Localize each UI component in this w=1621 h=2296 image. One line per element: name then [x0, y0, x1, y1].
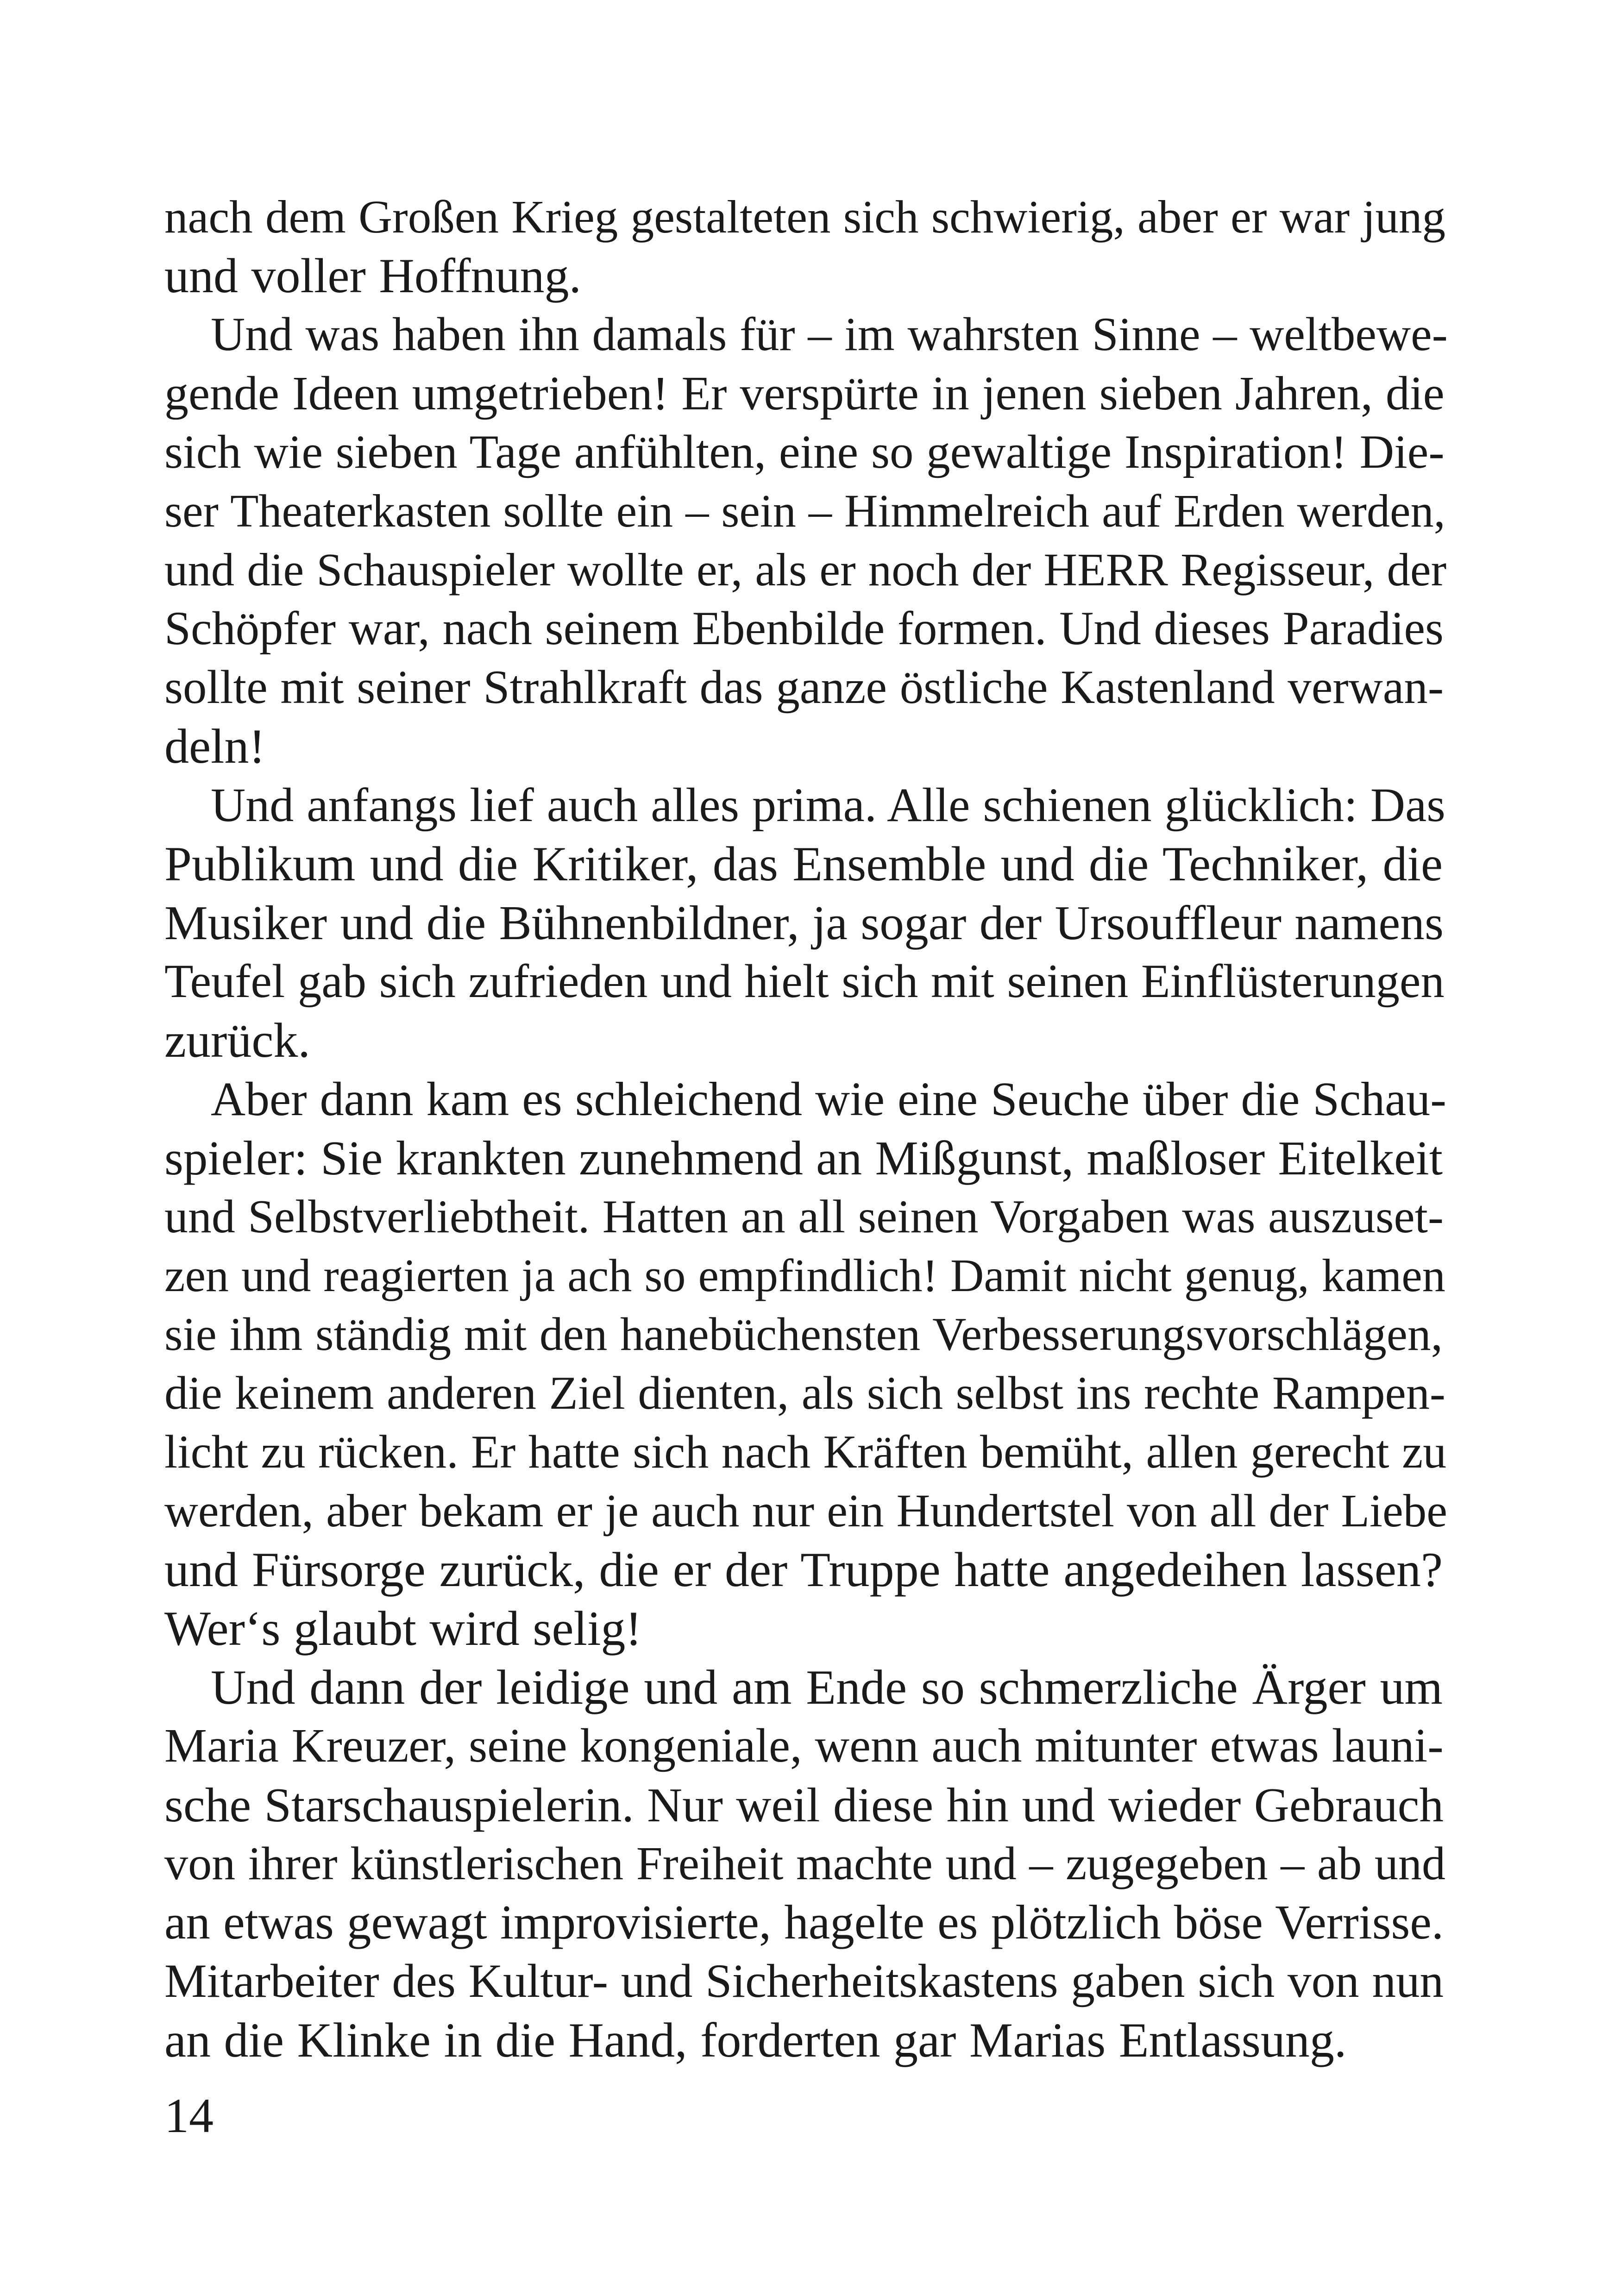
- text-line: und Selbstverliebtheit. Hatten an all seinen Vorgaben was auszuset-: [164, 1191, 1444, 1243]
- text-line: Und anfangs lief auch alles prima. Alle schienen glücklich: Das: [211, 778, 1445, 832]
- body-text: [164, 188, 1448, 2070]
- text-line: Maria Kreuzer, seine kongeniale, wenn auch mitunter etwas launi-: [164, 1719, 1444, 1772]
- text-line: Musiker und die Bühnenbildner, ja sogar der Ursouffleur namens: [164, 896, 1444, 950]
- text-line: zen und reagierten ja ach so empfindlich! Damit nicht genug, kamen: [164, 1250, 1445, 1301]
- text-line: gende Ideen umgetrieben! Er verspürte in jenen sieben Jahren, die: [164, 367, 1445, 420]
- text-line: Mitarbeiter des Kultur- und Sicherheitskastens gaben sich von nun: [164, 1955, 1444, 2007]
- text-line: sich wie sieben Tage anfühlten, eine so gewaltige Inspiration! Die-: [164, 426, 1445, 478]
- text-line: Aber dann kam es schleichend wie eine Seuche über die Schau-: [211, 1073, 1446, 1126]
- text-line: und die Schauspieler wollte er, als er noch der HERR Regisseur, der: [164, 544, 1447, 596]
- text-line: von ihrer künstlerischen Freiheit machte und – zugegeben – ab und: [164, 1838, 1446, 1890]
- text-line: licht zu rücken. Er hatte sich nach Kräften bemüht, allen gerecht zu: [164, 1426, 1447, 1478]
- text-line: sche Starschauspielerin. Nur weil diese hin und wieder Gebrauch: [164, 1778, 1444, 1832]
- text-line: Publikum und die Kritiker, das Ensemble und die Techniker, die: [164, 837, 1443, 891]
- text-line: und Fürsorge zurück, die er der Truppe hatte angedeihen lassen?: [164, 1543, 1443, 1597]
- text-line: Wer‘s glaubt wird selig!: [164, 1601, 642, 1656]
- text-line: sollte mit seiner Strahlkraft das ganze östliche Kastenland verwan-: [164, 661, 1444, 714]
- text-line: Und was haben ihn damals für – im wahrsten Sinne – weltbewe-: [211, 308, 1448, 361]
- page-number: 14: [164, 2089, 214, 2143]
- text-line: an die Klinke in die Hand, forderten gar Marias Entlassung.: [164, 2013, 1347, 2067]
- text-line: und voller Hoffnung.: [164, 249, 581, 303]
- text-line: sie ihm ständig mit den hanebüchensten Verbesserungsvorschlägen,: [164, 1308, 1443, 1360]
- text-line: deln!: [164, 719, 265, 773]
- text-line: die keinem anderen Ziel dienten, als sich selbst ins rechte Rampen-: [164, 1367, 1445, 1419]
- text-line: spieler: Sie krankten zunehmend an Mißgunst, maßloser Eitelkeit: [164, 1131, 1443, 1185]
- text-line: Und dann der leidige und am Ende so schmerzliche Ärger um: [211, 1660, 1443, 1714]
- text-line: ser Theaterkasten sollte ein – sein – Himmelreich auf Erden werden,: [164, 485, 1445, 537]
- text-line: nach dem Großen Krieg gestalteten sich schwierig, aber er war jung: [164, 191, 1446, 243]
- text-line: Teufel gab sich zufrieden und hielt sich mit seinen Einflüsterungen: [164, 955, 1445, 1008]
- text-line: zurück.: [164, 1013, 310, 1067]
- text-line: werden, aber bekam er je auch nur ein Hundertstel von all der Liebe: [164, 1485, 1447, 1537]
- text-line: Schöpfer war, nach seinem Ebenbilde formen. Und dieses Paradies: [164, 602, 1444, 655]
- text-line: an etwas gewagt improvisierte, hagelte es plötzlich böse Verrisse.: [164, 1895, 1444, 1949]
